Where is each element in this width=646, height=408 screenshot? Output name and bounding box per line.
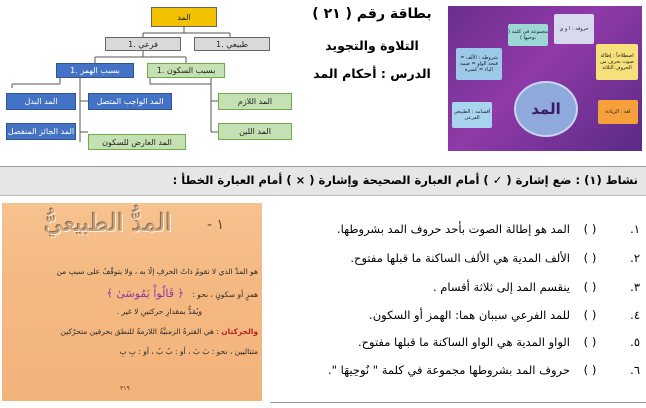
question-text: الألف المدية هي الألف الساكنة ما قبلها مفتوح. [350, 251, 570, 265]
aarid-node: المد العارض للسكون [88, 134, 186, 150]
book-line-4-label: والحركتان [221, 327, 258, 336]
due-sukun-node: 1. بسبب السكون [147, 63, 225, 78]
question-row [260, 308, 640, 322]
slide-box-bottom-right: لغة : الزيادة [598, 100, 638, 124]
activity-title: نشاط (١) : ضع إشارة ( ✓ ) أمام العبارة الصحيحة وإشارة ( × ) أمام العبارة الخطأ : [172, 173, 638, 187]
question-text: حروف المد بشروطها مجموعة في كلمة " نُوحِيهَا ". [327, 363, 570, 377]
answer-blank[interactable]: ( ) [583, 335, 597, 349]
slide-box-top-left: حروفه : ا و ي [554, 14, 594, 44]
question-text: للمد الفرعي سببان هما: الهمز أو السكون. [369, 308, 570, 322]
book-line-4-text: : هي الفترةُ الزمنيَّةُ اللازمةُ للنطقِ بحرفين متحرّكين [60, 327, 219, 336]
leen-node: المد اللين [218, 123, 292, 140]
book-excerpt [2, 203, 262, 401]
lesson-title: الدرس : أحكام المد [313, 66, 431, 81]
question-row [260, 363, 640, 377]
concept-slide [448, 6, 642, 151]
natural-node: 1. طبيعي [194, 37, 270, 51]
question-row [260, 222, 640, 236]
question-number: ٦. [630, 363, 640, 377]
slide-box-top-mid: مجموعة في كلمة ( نوحيها ) [508, 24, 548, 46]
slide-box-left: شروطه : الألف = فتحة الواو = ضمة الياء = كسرة [456, 48, 502, 80]
question-text: الواو المدية هي الواو الساكنة ما قبلها مفتوح. [357, 335, 570, 349]
activity-banner [0, 166, 646, 196]
question-row [260, 335, 640, 349]
book-page-number: ٣١٩ [120, 385, 130, 392]
slide-box-bottom-left: أقسامه : الطبيعي الفرعي [452, 102, 492, 128]
book-line-3: ويُمَدُّ بمقدارِ حركتينِ لا غير . [116, 307, 202, 316]
answer-blank[interactable]: ( ) [583, 363, 597, 377]
due-hamz-node: 1. بسبب الهمز [56, 63, 134, 78]
book-heading: المدُّ الطبيعيُّ [44, 209, 172, 237]
question-number: ٣. [630, 280, 640, 294]
question-number: ١. [630, 222, 640, 236]
slide-box-right: اصطلاحاً : إطالة صوت بحرف من الحروف الثلاثة [596, 44, 638, 80]
bottom-divider [270, 402, 646, 403]
book-line-2 [106, 287, 258, 300]
book-line-1: هو المدُّ الذي لا تقومُ ذاتُ الحرفِ إلَّا به ، ولا يتوقَّفُ على سببٍ من [56, 267, 258, 276]
answer-blank[interactable]: ( ) [583, 251, 597, 265]
lazim-node: المد اللازم [218, 93, 292, 110]
jaiz-node: المد الجائز المنفصل [6, 123, 76, 140]
badal-node: المد البدل [6, 93, 76, 110]
wajib-node: المد الواجب المتصل [88, 93, 172, 110]
card-number: بطاقة رقم ( ٢١ ) [312, 6, 432, 22]
question-text: المد هو إطالة الصوت بأحد حروف المد بشروطها. [336, 222, 570, 236]
book-quote: ﴿ قَالُواْ يَمُوسَىٰ ﴾ [106, 287, 184, 300]
book-line-2-text: همزٍ أو سكونٍ ، نحو : [192, 290, 258, 299]
center-circle [514, 81, 578, 137]
book-line-4 [6, 327, 258, 336]
answer-blank[interactable]: ( ) [583, 222, 597, 236]
question-text: ينقسم المد إلى ثلاثة أقسام . [432, 280, 570, 294]
answer-blank[interactable]: ( ) [583, 280, 597, 294]
answer-blank[interactable]: ( ) [583, 308, 597, 322]
question-row [260, 251, 640, 265]
root-node: المد [151, 7, 217, 27]
subject-title: التلاوة والتجويد [325, 38, 419, 53]
center-label: المد [531, 100, 561, 118]
question-number: ٤. [630, 308, 640, 322]
secondary-node: 1. فرعي [105, 37, 181, 51]
question-number: ٥. [630, 335, 640, 349]
question-row [260, 280, 640, 294]
book-number: ١ - [206, 217, 224, 233]
book-line-5: متتاليين ، نحو : بَ بَ ، أو : بُ بُ ، أو : بِ بِ [119, 347, 258, 356]
question-number: ٢. [630, 251, 640, 265]
